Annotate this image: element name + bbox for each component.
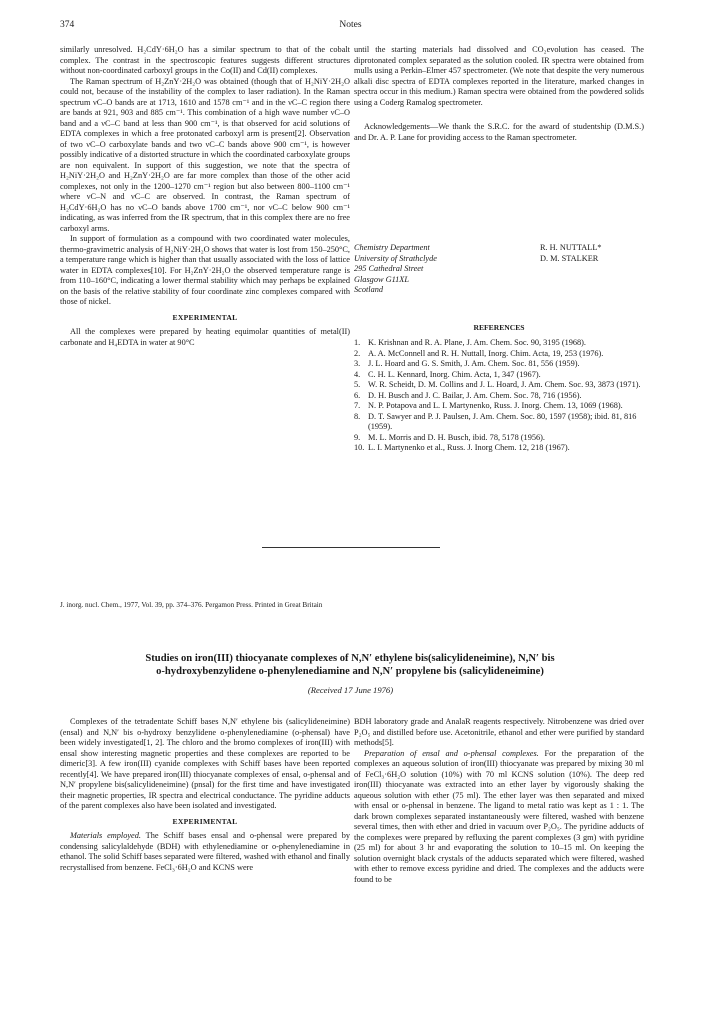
references-heading: REFERENCES [473, 323, 525, 332]
paragraph: All the complexes were prepared by heating equimolar quantities of metal(II) carbonate and H₄EDTA in water at 90°C [60, 327, 350, 347]
upper-left-column [60, 45, 350, 348]
paragraph: similarly unresolved. H₂CdY·6H₂O has a similar spectrum to that of the cobalt complex. The contrast in the spectroscopic features suggests different structures without non-coordinated carboxyl groups in the Co(II) and Cd(II) complexes. [60, 45, 350, 75]
reference-item: 6. D. H. Busch and J. C. Bailar, J. Am. Chem. Soc. 78, 716 (1956). [354, 390, 582, 400]
journal-citation-line: J. inorg. nucl. Chem., 1977, Vol. 39, pp. 374–376. Pergamon Press. Printed in Great Britain [60, 601, 323, 609]
author-name: R. H. NUTTALL* [540, 243, 602, 252]
running-head: Notes [339, 20, 362, 30]
paragraph: The Raman spectrum of H₂ZnY·2H₂O was obtained (though that of H₂NiY·2H₂O could not, because of the instability of the complex to laser radiation). In the Raman spectrum νC–O bands are at 1713, 1610 and 1578 cm⁻¹ and in the νC–C region there are bands at 921, 903 and 885 cm⁻¹. This combination of a high wave number νC–O band and a νC–C band at less than 900 cm⁻¹, is that observed for acid solutions of EDTA complexes in which a free protonated carboxyl arm is present[2]. Observation of two νC–O carboxylate bands and two νC–C bands above 900 cm⁻¹, is however possibly indicative of a distorted structure in which the coordinated carboxylate groups are non equivalent. In support of this suggestion, we note that the spectra of H₂NiY·2H₂O and H₂ZnY·2H₂O are far more complex than those of the other acid complexes, not only in the 1200–1270 cm⁻¹ region but also between 800–1100 cm⁻¹ where νC–N and νC–C are observed. In contrast, the Raman spectrum of H₂CdY·6H₂O has no νC–O bands above 1700 cm⁻¹, nor νC–C below 900 cm⁻¹ indicating, as was inferred from the IR spectrum, that in this complex there are no free carboxyl arms. [60, 76, 350, 233]
reference-item: 7. N. P. Potapova and L. I. Martynenko, Russ. J. Inorg. Chem. 13, 1069 (1968). [354, 401, 623, 410]
address-line: Chemistry Department [354, 243, 430, 252]
section-divider [262, 547, 440, 548]
reference-item: 8. D. T. Sawyer and P. J. Paulsen, J. Am. Chem. Soc. 80, 1597 (1958); ibid. 81, 816 (1959). [354, 411, 637, 431]
paragraph: Materials employed. The Schiff bases ensal and o-phensal were prepared by condensing salicylaldehyde (BDH) with ethylenediamine or o-phenylenediamine in ethanol. The solid Schiff bases separated were filtered, washed with ethanol and finally recrystallised from benzene. FeCl₃·6H₂O and KCNS were [60, 831, 351, 872]
paragraph-run-in-heading: Materials employed. [70, 831, 141, 840]
author-names [540, 243, 602, 264]
address-line: Scotland [354, 285, 384, 294]
paragraph: until the starting materials had dissolved and CO₂evolution has ceased. The diprotonated complex separated as the solution cooled. IR spectra were obtained from mulls using a Perkin–Elmer 457 spectrometer. (We note that despite the very numerous alkali disc spectra of EDTA complexes reported in the literature, marked changes in spectra occur in this medium.) Raman spectra were obtained from the powdered solids using a Coderg Ramalog spectrometer. [354, 45, 644, 107]
paragraph: In support of formulation as a compound with two coordinated water molecules, thermo-gravimetric analysis of H₂NiY·2H₂O shows that water is lost from 150–250°C, a temperature range which is higher than that usually associated with the loss of lattice water in EDTA complexes[10]. For H₂ZnY·2H₂O the observed temperature range is from 110–160°C, indicating a lower thermal stability which may perhaps be explained on the basis of the relative stability of four coordinate zinc complexes compared with those of nickel. [60, 234, 350, 306]
section-heading-experimental: EXPERIMENTAL [172, 816, 238, 826]
received-date: (Received 17 June 1976) [307, 685, 394, 695]
reference-item: 10. L. I. Martynenko et al., Russ. J. Inorg Chem. 12, 218 (1967). [354, 443, 570, 452]
reference-item: 4. C. H. L. Kennard, Inorg. Chim. Acta, 1, 347 (1967). [354, 369, 541, 379]
acknowledgements: Acknowledgements—We thank the S.R.C. for the award of studentship (D.M.S.) and Dr. A. P. Lane for providing access to the Raman spectrometer. [354, 122, 644, 142]
references-list [354, 338, 646, 454]
paragraph: BDH laboratory grade and AnalaR reagents respectively. Nitrobenzene was dried over P₂O₅ and distilled before use. Acetonitrile, ethanol and ether were purified by standard methods[5]. [354, 717, 644, 747]
author-name: D. M. STALKER [540, 253, 599, 263]
lower-left-column [60, 717, 350, 873]
article-title [110, 652, 590, 678]
section-heading-experimental: EXPERIMENTAL [172, 312, 238, 322]
article-title-line: Studies on iron(III) thiocyanate complexes of N,N′ ethylene bis(salicylideneimine), N,N′ bis [145, 653, 555, 664]
address-line: 295 Cathedral Street [354, 264, 424, 273]
lower-right-column [354, 717, 644, 885]
paragraph-run-in-heading: Preparation of ensal and o-phensal complexes. [364, 748, 539, 758]
address-line: Glasgow G11XL [354, 274, 409, 284]
page-number: 374 [60, 20, 75, 30]
reference-item: 1. K. Krishnan and R. A. Plane, J. Am. Chem. Soc. 90, 3195 (1968). [354, 338, 587, 347]
reference-item: 9. M. L. Morris and D. H. Busch, ibid. 78, 5178 (1956). [354, 432, 545, 442]
paragraph: Preparation of ensal and o-phensal complexes. For the preparation of the complexes an aqueous solution of iron(III) thiocyanate was prepared by mixing 30 ml of FeCl₃·6H₂O solution (10%) with 70 ml KCNS solution (10%). The deep red iron(III) thiocyanate was extracted into an ether layer by vigorously shaking the aqueous solution with ether (75 ml). The ether layer was then separated and mixed with ensal or o-phensal in benzene. The ligand to metal ratio was kept as 1 : 1. The dark brown complexes separated instantaneously were filtered, washed with benzene several times, then with ether and dried in vacuum over P₂O₅. The pyridine adducts of the complexes were prepared by refluxing the parent complexes (3 gm) with pyridine (25 ml) for about 3 hr and evaporating the solution to 10–15 ml. On keeping the solution overnight black crystals of the adducts separated which were filtered, washed with ether to remove excess pyridine and dried. The complexes and the adducts were found to be [354, 748, 644, 884]
upper-right-column [354, 45, 644, 143]
paragraph: Complexes of the tetradentate Schiff bases N,N′ ethylene bis (salicylideneimine) (ensal) and N,N′ bis o-hydroxy benzylidene o-phenylenediamine (o-phensal) have been widely investigated[1, 2]. The chloro and the bromo complexes of iron(III) with ensal show interesting magnetic properties and these complexes are reported to be dimeric[3]. A few iron(III) cyanide complexes with Schiff bases have been reported recently[4]. We have prepared iron(III) thiocyanate complexes of ensal, o-phensal and N,N′ propylene bis(salicylideneimine) (pnsal) for the first time and have investigated their magnetic properties, IR spectra and electrical conductance. The pyridine adducts of the parent complexes also have been isolated and investigated. [60, 717, 350, 810]
reference-item: 2. A. A. McConnell and R. H. Nuttall, Inorg. Chim. Acta, 19, 253 (1976). [354, 348, 604, 358]
reference-item: 3. J. L. Hoard and G. S. Smith, J. Am. Chem. Soc. 81, 556 (1959). [354, 359, 580, 368]
reference-item: 5. W. R. Scheidt, D. M. Collins and J. L. Hoard, J. Am. Chem. Soc. 93, 3873 (1971). [354, 380, 641, 389]
article-title-line: o-hydroxybenzylidene o-phenylenediamine and N,N′ propylene bis (salicylideneimine) [156, 666, 544, 677]
address-line: University of Strathclyde [354, 253, 437, 263]
